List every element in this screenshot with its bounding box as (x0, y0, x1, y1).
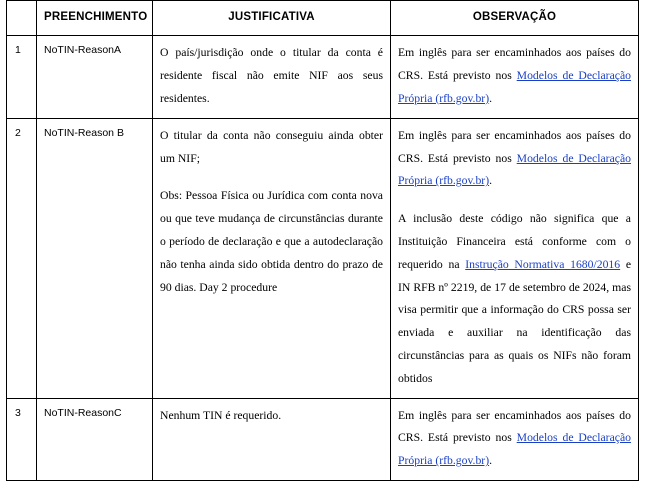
preenchimento-cell: NoTIN-ReasonA (37, 36, 153, 118)
observacao-cell (391, 398, 639, 480)
table-header (7, 1, 639, 36)
table-body (7, 36, 639, 481)
text-run: . (489, 174, 493, 188)
text-run: . (489, 91, 493, 105)
text-run: . (489, 454, 493, 468)
paragraph: Nenhum TIN é requerido. (160, 408, 282, 422)
paragraph (398, 405, 631, 473)
text-run: A inclusão deste código não significa que a Instituição Financeira está conforme com o requerido na (398, 212, 631, 271)
reference-link[interactable]: Modelos de Declaração Própria (rfb.gov.br) (398, 69, 631, 105)
reference-link[interactable]: Modelos de Declaração Própria (rfb.gov.br) (398, 431, 631, 468)
text-run: Em inglês para ser encaminhados aos países do CRS. Está previsto nos (398, 46, 631, 83)
text-run: e IN RFB nº 2219, de 17 de setembro de 2024, mas visa permitir que a informação do CRS possa ser enviada e auxiliar na identificação das circunstâncias para as quais os NIFs não foram obtidos (398, 257, 632, 385)
table-row (7, 36, 639, 118)
column-header-index (7, 1, 37, 36)
text-run: Em inglês para ser encaminhados aos países do CRS. Está previsto nos (398, 408, 631, 445)
preenchimento-cell: NoTIN-Reason B (37, 118, 153, 398)
justificativa-cell (153, 398, 391, 480)
observacao-cell (391, 118, 639, 398)
column-header-observacao: OBSERVAÇÃO (391, 1, 639, 36)
column-header-preenchimento: PREENCHIMENTO (37, 1, 153, 36)
justificativa-cell (153, 36, 391, 118)
reference-link[interactable]: Instrução Normativa 1680/2016 (465, 257, 621, 271)
row-index-cell: 2 (7, 118, 37, 398)
reference-link[interactable]: Modelos de Declaração Própria (rfb.gov.br) (398, 151, 631, 188)
paragraph (398, 42, 631, 110)
paragraph: O titular da conta não conseguiu ainda obter um NIF; (160, 128, 383, 165)
column-header-justificativa: JUSTIFICATIVA (153, 1, 391, 36)
justification-codes-table (6, 0, 639, 481)
paragraph (398, 125, 631, 193)
row-index-cell: 3 (7, 398, 37, 480)
preenchimento-cell: NoTIN-ReasonC (37, 398, 153, 480)
justificativa-cell (153, 118, 391, 398)
paragraph: Obs: Pessoa Física ou Jurídica com conta nova ou que teve mudança de circunstâncias durante o período de declaração e que a autodeclaração não tenha ainda sido obtida dentro do prazo de 90 dias. Day 2 procedure (160, 189, 383, 294)
paragraph: O país/jurisdição onde o titular da conta é residente fiscal não emite NIF aos seus residentes. (160, 46, 383, 105)
row-index-cell: 1 (7, 36, 37, 118)
table-row (7, 398, 639, 480)
paragraph (398, 208, 631, 391)
text-run: Em inglês para ser encaminhados aos países do CRS. Está previsto nos (398, 128, 631, 165)
table-header-row (7, 1, 639, 36)
observacao-cell (391, 36, 639, 118)
table-row (7, 118, 639, 398)
